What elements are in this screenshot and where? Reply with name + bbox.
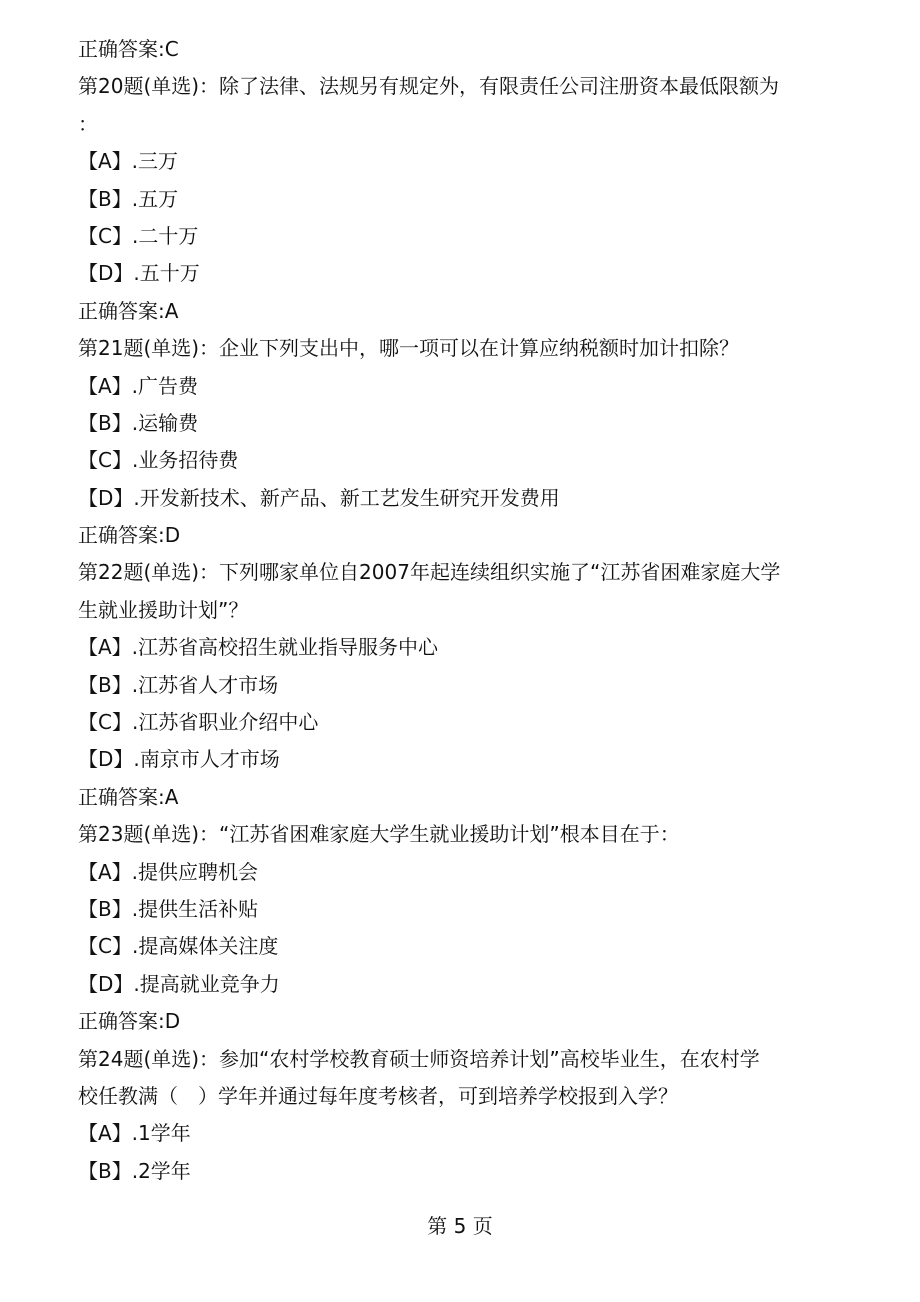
question-24-option-b: 【B】.2学年 xyxy=(78,1158,191,1183)
question-22-option-c: 【C】.江苏省职业介绍中心 xyxy=(78,710,319,735)
question-20-text-continued: ： xyxy=(78,111,98,136)
question-20-answer: 正确答案:A xyxy=(78,298,179,323)
question-22-option-a: 【A】.江苏省高校招生就业指导服务中心 xyxy=(78,635,439,660)
question-21-option-a: 【A】.广告费 xyxy=(78,373,199,398)
question-22-answer: 正确答案:A xyxy=(78,784,179,809)
question-24-text-continued: 校任教满（ ）学年并通过每年度考核者，可到培养学校报到入学？ xyxy=(78,1083,678,1108)
question-20-option-b: 【B】.五万 xyxy=(78,186,179,211)
question-23-option-d: 【D】.提高就业竞争力 xyxy=(78,971,280,996)
question-22-text: 第22题(单选)：下列哪家单位自2007年起连续组织实施了“江苏省困难家庭大学 xyxy=(78,560,781,585)
question-20-option-d: 【D】.五十万 xyxy=(78,261,200,286)
question-24-option-a: 【A】.1学年 xyxy=(78,1121,191,1146)
question-22-option-d: 【D】.南京市人才市场 xyxy=(78,747,280,772)
question-23-option-c: 【C】.提高媒体关注度 xyxy=(78,934,279,959)
question-20-text: 第20题(单选)：除了法律、法规另有规定外，有限责任公司注册资本最低限额为 xyxy=(78,74,780,99)
question-21-option-c: 【C】.业务招待费 xyxy=(78,448,239,473)
question-21-text: 第21题(单选)：企业下列支出中，哪一项可以在计算应纳税额时加计扣除？ xyxy=(78,336,740,361)
question-23-option-a: 【A】.提供应聘机会 xyxy=(78,859,259,884)
question-24-text: 第24题(单选)：参加“农村学校教育硕士师资培养计划”高校毕业生，在农村学 xyxy=(78,1046,760,1071)
question-22-text-continued: 生就业援助计划”？ xyxy=(78,597,249,622)
question-23-answer: 正确答案:D xyxy=(78,1009,181,1034)
answer-line: 正确答案:C xyxy=(78,37,179,61)
question-23-option-b: 【B】.提供生活补贴 xyxy=(78,896,259,921)
question-21-option-d: 【D】.开发新技术、新产品、新工艺发生研究开发费用 xyxy=(78,485,560,510)
question-22-option-b: 【B】.江苏省人才市场 xyxy=(78,672,279,697)
question-21-option-b: 【B】.运输费 xyxy=(78,410,199,435)
question-23-text: 第23题(单选)：“江苏省困难家庭大学生就业援助计划”根本目在于： xyxy=(78,822,680,847)
question-20-option-a: 【A】.三万 xyxy=(78,149,179,174)
question-20-option-c: 【C】.二十万 xyxy=(78,223,199,248)
document-body xyxy=(78,31,848,1190)
page-number: 第 5 页 xyxy=(427,1214,493,1238)
question-21-answer: 正确答案:D xyxy=(78,523,181,548)
